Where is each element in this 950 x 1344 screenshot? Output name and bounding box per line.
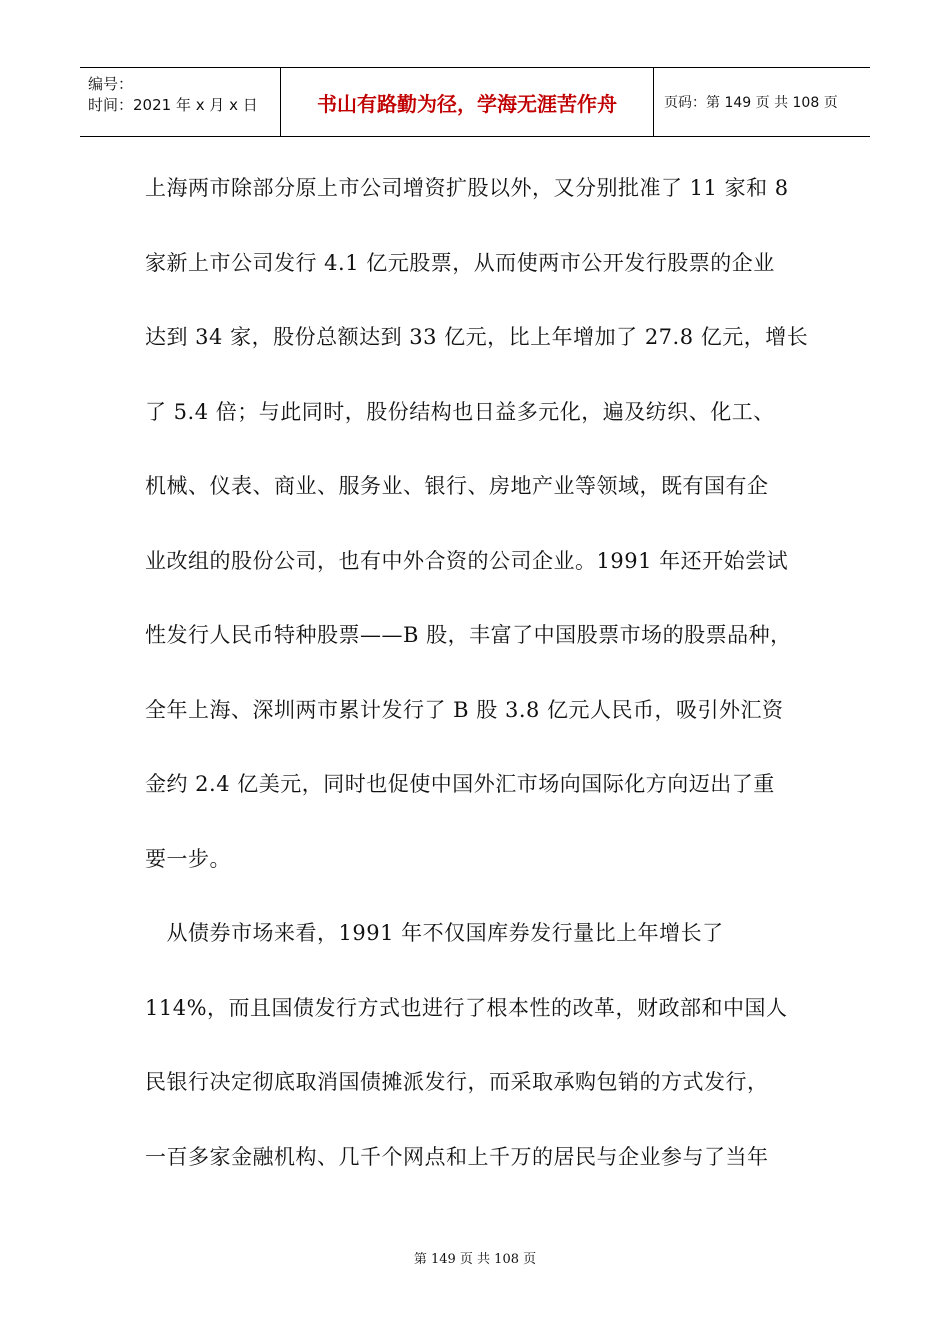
date-label: 时间：2021 年 x 月 x 日 bbox=[88, 96, 258, 114]
body-line: 114%，而且国债发行方式也进行了根本性的改革，财政部和中国人 bbox=[145, 995, 788, 1020]
body-line: 上海两市除部分原上市公司增资扩股以外，又分别批准了 11 家和 8 bbox=[145, 176, 789, 200]
body-line: 业改组的股份公司，也有中外合资的公司企业。1991 年还开始尝试 bbox=[145, 548, 789, 573]
body-line: 全年上海、深圳两市累计发行了 B 股 3.8 亿元人民币，吸引外汇资 bbox=[145, 697, 784, 722]
serial-number-label: 编号： bbox=[88, 75, 134, 93]
body-line: 性发行人民币特种股票——B 股，丰富了中国股票市场的股票品种， bbox=[145, 623, 792, 647]
body-line: 机械、仪表、商业、服务业、银行、房地产业等领域，既有国有企 bbox=[145, 474, 769, 498]
body-line: 要一步。 bbox=[145, 846, 231, 871]
body-line: 金约 2.4 亿美元，同时也促使中国外汇市场向国际化方向迈出了重 bbox=[145, 772, 775, 796]
body-line: 一百多家金融机构、几千个网点和上千万的居民与企业参与了当年 bbox=[145, 1144, 769, 1169]
body-line: 家新上市公司发行 4.1 亿元股票，从而使两市公开发行股票的企业 bbox=[145, 250, 775, 275]
header-motto: 书山有路勤为径，学海无涯苦作舟 bbox=[280, 68, 654, 136]
header-page-number: 页码：第 149 页 共 108 页 bbox=[664, 95, 838, 111]
body-line: 民银行决定彻底取消国债摊派发行，而采取承购包销的方式发行， bbox=[145, 1070, 769, 1094]
body-line: 达到 34 家，股份总额达到 33 亿元，比上年增加了 27.8 亿元，增长 bbox=[145, 325, 809, 349]
page-footer: 第 149 页 共 108 页 bbox=[413, 1252, 537, 1267]
body-line: 从债券市场来看，1991 年不仅国库券发行量比上年增长了 bbox=[145, 921, 724, 945]
header-meta bbox=[80, 68, 280, 136]
document-body bbox=[145, 162, 815, 1205]
page-header bbox=[80, 67, 870, 137]
body-line: 了 5.4 倍；与此同时，股份结构也日益多元化，遍及纺织、化工、 bbox=[145, 399, 775, 424]
